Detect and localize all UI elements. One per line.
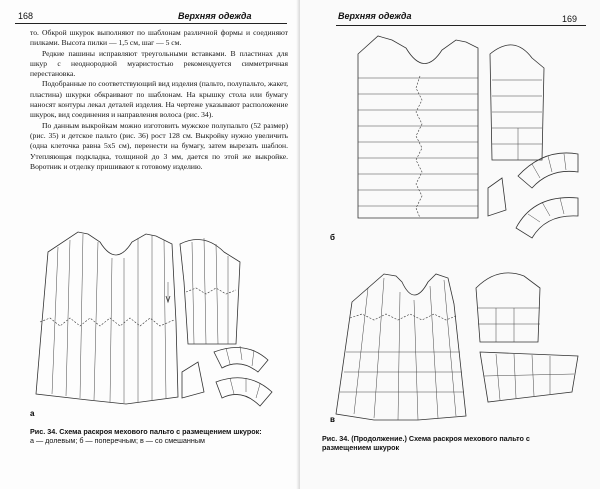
pattern-figure-v [328, 252, 590, 428]
paragraph: то. Обкрой шкурок выполняют по шаблонам различной формы и соединяют пилками. Высота пилки — 1,5 см, шаг — 5 см. [30, 28, 288, 48]
collar-piece [480, 352, 578, 402]
header-rule [15, 23, 287, 24]
caption-title-cont: размещением шкурок [322, 443, 400, 452]
pattern-figure-a [28, 222, 290, 422]
paragraph: Подобранные по соответствующий вид изделия (пальто, полупальто, жакет, пластина) шкурки обкраивают по шаблонам. На крышку стола или бумагу наносят контуры лекал деталей изделия. На чертеже указывают расположение шкурок, вид соединения и направления волоса (рис. 34). [30, 79, 288, 120]
paragraph: По данным выкройкам можно изготовить мужское полупальто (52 размер) (рис. 35) и детское пальто (рис. 36) рост 128 см. Выкройку нужно увеличить (одна клеточка равна 5x5 см), перенести на бумагу, затем вырезать шаблон. Утепляющая подкладка, толщиной до 3 мм, дается по этой же выкройке. Воротник и отделку пришивают к готовому изделию. [30, 120, 288, 171]
caption-title: Рис. 34. Схема раскроя мехового пальто с размещением шкурок: [30, 427, 262, 436]
collar-piece [216, 378, 272, 406]
sleeve-panel [490, 45, 544, 160]
collar-piece [516, 198, 578, 238]
header-rule [336, 25, 586, 26]
page-number: 169 [562, 14, 578, 24]
figure-label-a: а [30, 409, 35, 418]
pattern-figure-b [328, 28, 590, 250]
collar-piece [214, 348, 268, 373]
figure-label-b: б [330, 233, 335, 242]
caption-legend: а — долевым; б — поперечным; в — со смешанным [30, 436, 205, 445]
pocket-piece [182, 362, 204, 398]
pocket-piece [488, 178, 506, 216]
running-head: Верхняя одежда [338, 11, 412, 21]
body-text [30, 28, 288, 172]
coat-body-panel [336, 274, 466, 420]
figure-label-v: в [330, 415, 335, 424]
page-number: 168 [18, 11, 34, 21]
paragraph: Редкие пашины исправляют треугольными вставками. В пластинах для шкур с неоднородной муаристостью рекомендуется симметричная перестановка. [30, 48, 288, 79]
coat-body-panel [358, 36, 478, 218]
coat-body-panel [36, 232, 178, 404]
right-page [300, 0, 600, 489]
sleeve-panel [180, 240, 240, 345]
sleeve-panel [476, 273, 540, 342]
caption-title: Рис. 34. (Продолжение.) Схема раскроя мехового пальто с [322, 434, 530, 443]
figure-caption [30, 427, 292, 445]
running-head: Верхняя одежда [178, 11, 252, 21]
collar-piece [518, 153, 578, 188]
figure-caption [322, 434, 594, 452]
